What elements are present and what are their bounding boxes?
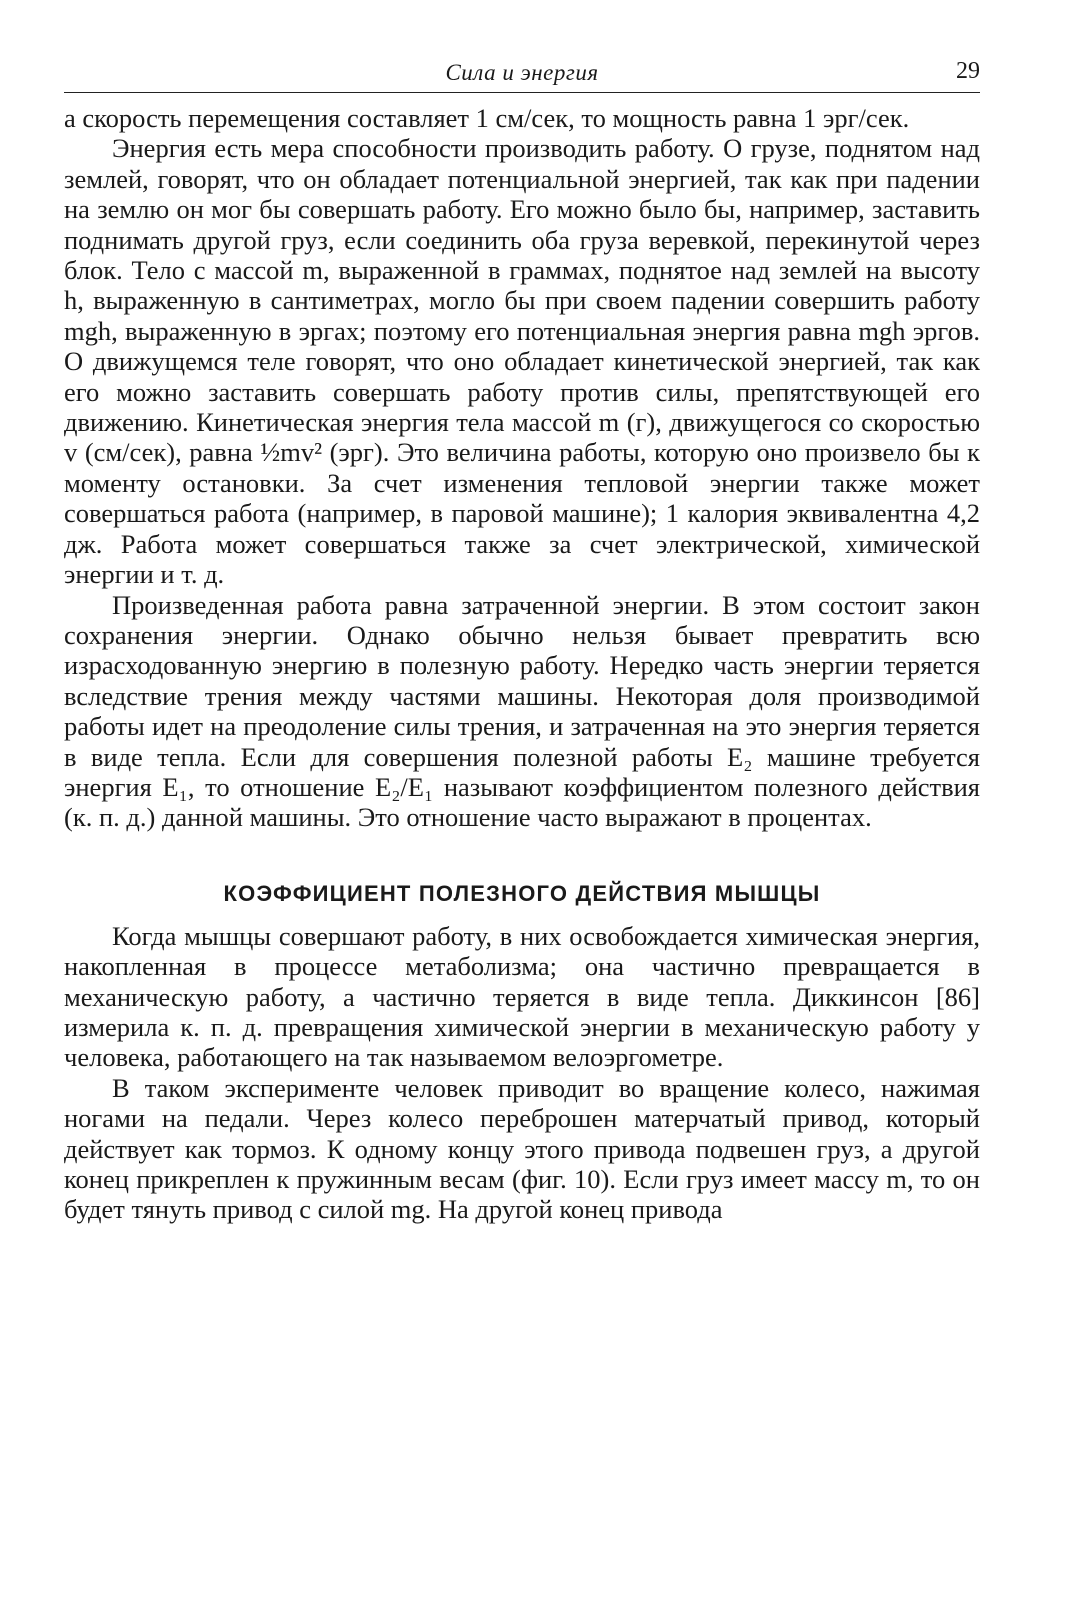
book-page	[64, 52, 980, 1225]
page-number: 29	[956, 58, 980, 84]
body-text	[64, 103, 980, 1225]
paragraph-muscle-work: Когда мышцы совершают работу, в них освобождается химическая энергия, накопленная в процессе метаболизма; она частично превращается в механическую работу, а частично теряется в виде тепла. Диккинсон [86] измерила к. п. д. превращения химической энергии в механическую работу у человека, работающего на так называемом велоэргометре.	[64, 920, 980, 1073]
paragraph-energy-definition: Энергия есть мера способности производить работу. О грузе, поднятом над землей, говорят, что он обладает потенциальной энергией, так как при падении на землю он мог бы совершать работу. Его можно было бы, например, заставить поднимать другой груз, если соединить оба груза веревкой, перекинутой через блок. Тело с массой m, выраженной в граммах, поднятое над землей на высоту h, выраженную в сантиметрах, могло бы при своем падении совершить работу mgh, выраженную в эргах; поэтому его потенциальная энергия равна mgh эргов. О движущемся теле говорят, что оно обладает кинетической энергией, так как его можно заставить совершать работу против силы, препятствующей его движению. Кинетическая энергия тела массой m (г), движущегося со скоростью v (см/сек), равна ½mv² (эрг). Это величина работы, которую оно произвело бы к моменту остановки. За счет изменения тепловой энергии также может совершаться работа (например, в паровой машине); 1 калория эквивалентна 4,2 дж. Работа может совершаться также за счет электрической, химической энергии и т. д.	[64, 133, 980, 590]
paragraph-continuation: а скорость перемещения составляет 1 см/сек, то мощность равна 1 эрг/сек.	[64, 103, 910, 133]
running-head	[64, 52, 980, 93]
running-title: Сила и энергия	[445, 60, 599, 85]
paragraph-ergometer-experiment: В таком эксперименте человек приводит во вращение колесо, нажимая ногами на педали. Через колесо переброшен матерчатый привод, который действует как тормоз. К одному концу этого привода подвешен груз, а другой конец прикреплен к пружинным весам (фиг. 10). Если груз имеет массу m, то он будет тянуть привод с силой mg. На другой конец привода	[64, 1072, 980, 1225]
paragraph-energy-conservation: Произведенная работа равна затраченной энергии. В этом состоит закон сохранения энергии. Однако обычно нельзя бывает превратить всю израсходованную энергию в полезную работу. Нередко часть энергии теряется вследствие трения между частями машины. Некоторая доля производимой работы идет на преодоление силы трения, и затраченная на это энергия теряется в виде тепла. Если для совершения полезной работы E₂ машине требуется энергия E₁, то отношение E₂/E₁ называют коэффициентом полезного действия (к. п. д.) данной машины. Это отношение часто выражают в процентах.	[64, 589, 980, 833]
section-heading: КОЭФФИЦИЕНТ ПОЛЕЗНОГО ДЕЙСТВИЯ МЫШЦЫ	[223, 880, 821, 906]
